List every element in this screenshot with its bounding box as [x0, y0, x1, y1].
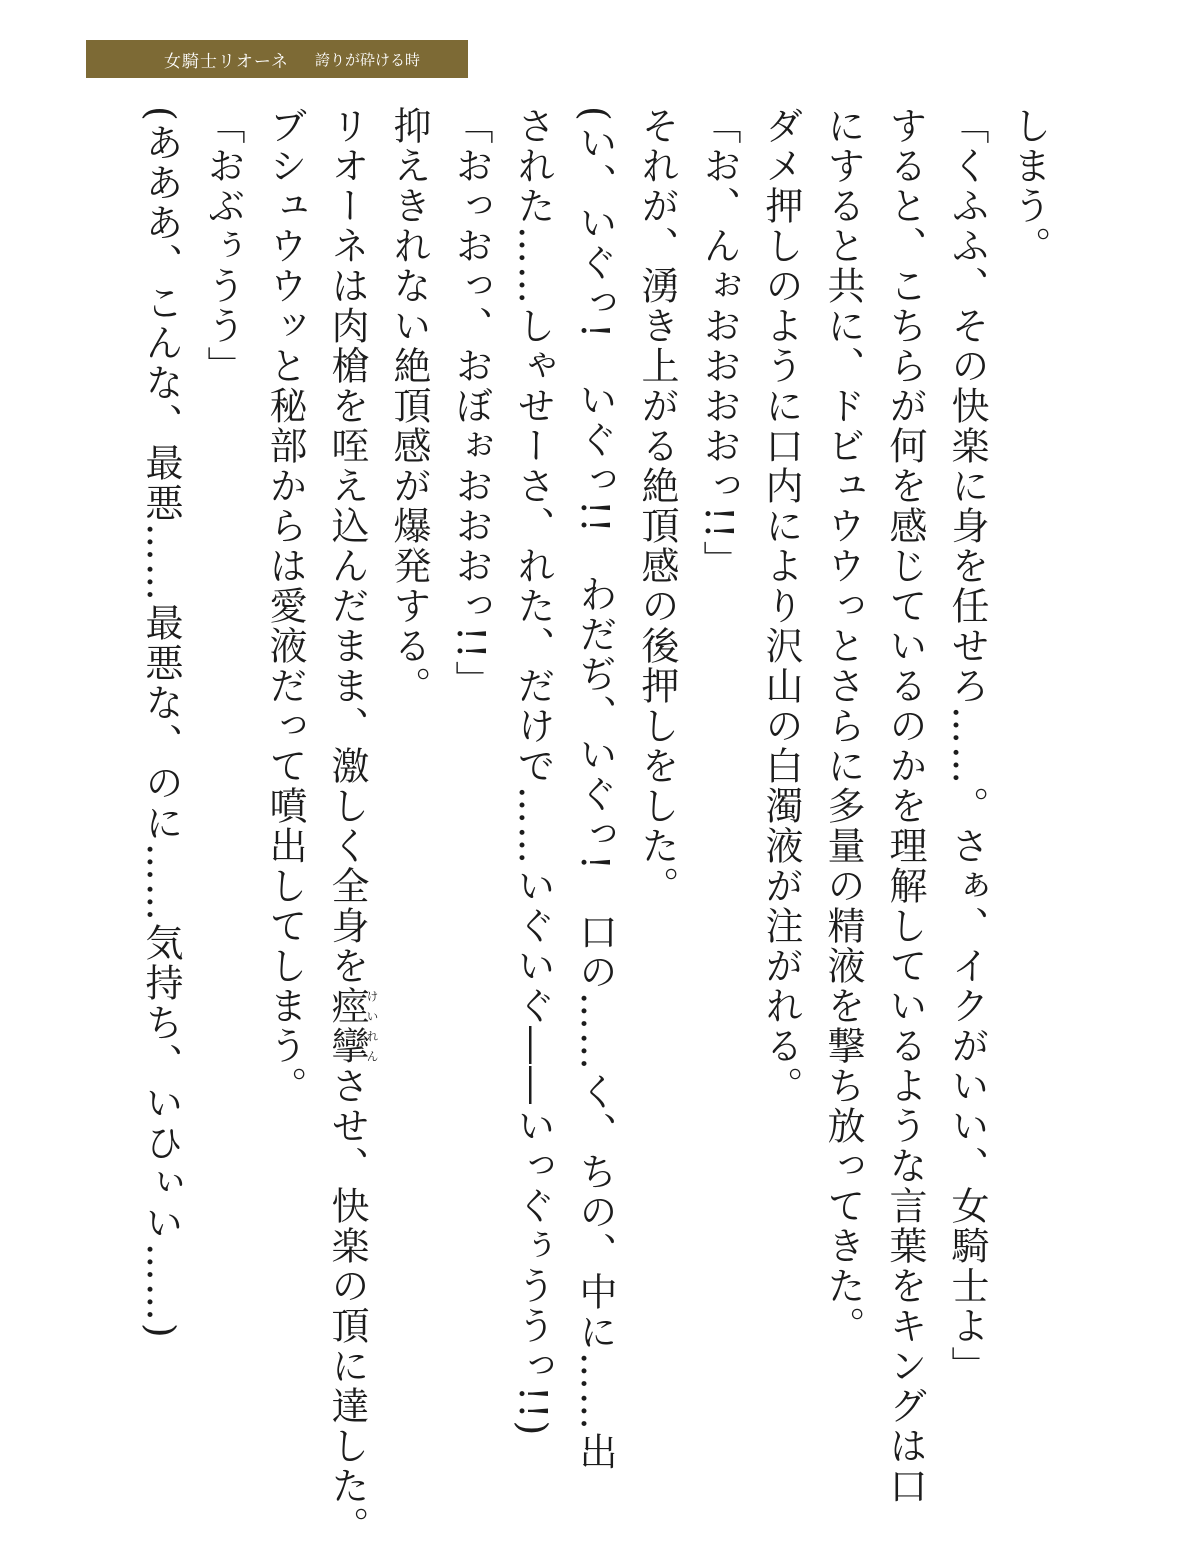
text-line-1: しまう。: [1007, 106, 1051, 266]
text-line-4: にすると共に、ドビュウウっとさらに多量の精液を撃ち放ってきた。: [821, 106, 865, 1346]
book-title: 女騎士リオーネ: [164, 51, 289, 72]
text-line-12-head: リオーネは肉槍を咥え込んだまま、激しく全身を: [325, 106, 369, 986]
text-line-8: (い、いぐっ! いぐっ!! わだぢ、いぐっ! 口の……く、ちの、中に……出: [573, 106, 617, 1472]
running-header: [86, 40, 468, 78]
text-line-12: [316, 106, 379, 1546]
text-line-6: 「お、んぉおおおおっ!!」: [697, 106, 741, 581]
text-line-14: 「おぶぅうう」: [201, 106, 245, 386]
text-line-2: 「くふふ、その快楽に身を任せろ……。さぁ、イクがいい、女騎士よ」: [945, 106, 989, 1386]
chapter-title: 誇りが砕ける時: [314, 50, 420, 69]
text-line-13: ブシュウウッと秘部からは愛液だって噴出してしまう。: [263, 106, 307, 1106]
text-line-3: すると、こちらが何を感じているのかを理解しているような言葉をキングは口: [883, 106, 927, 1506]
text-line-5: ダメ押しのように口内により沢山の白濁液が注がれる。: [759, 106, 803, 1106]
text-line-10: 「おっおっ、おぼぉおおおっ!!」: [449, 106, 493, 701]
vertical-text-body: [139, 106, 1060, 1546]
text-line-9: された……しゃせーさ、れた、だけで……いぐいぐ――いっぐぅううっ!!): [511, 106, 555, 1438]
text-line-15: (あああ、こんな、最悪……最悪な、のに……気持ち、いひぃい……): [139, 106, 183, 1340]
text-line-11: 抑えきれない絶頂感が爆発する。: [387, 106, 431, 706]
text-line-7: それが、湧き上がる絶頂感の後押しをした。: [635, 106, 679, 906]
ruby-word: [325, 986, 379, 1066]
text-line-12-tail: させ、快楽の頂に達した。: [325, 1066, 369, 1546]
ruby-reading: けいれん: [365, 986, 379, 1066]
ruby-base: 痙攣: [325, 986, 369, 1066]
